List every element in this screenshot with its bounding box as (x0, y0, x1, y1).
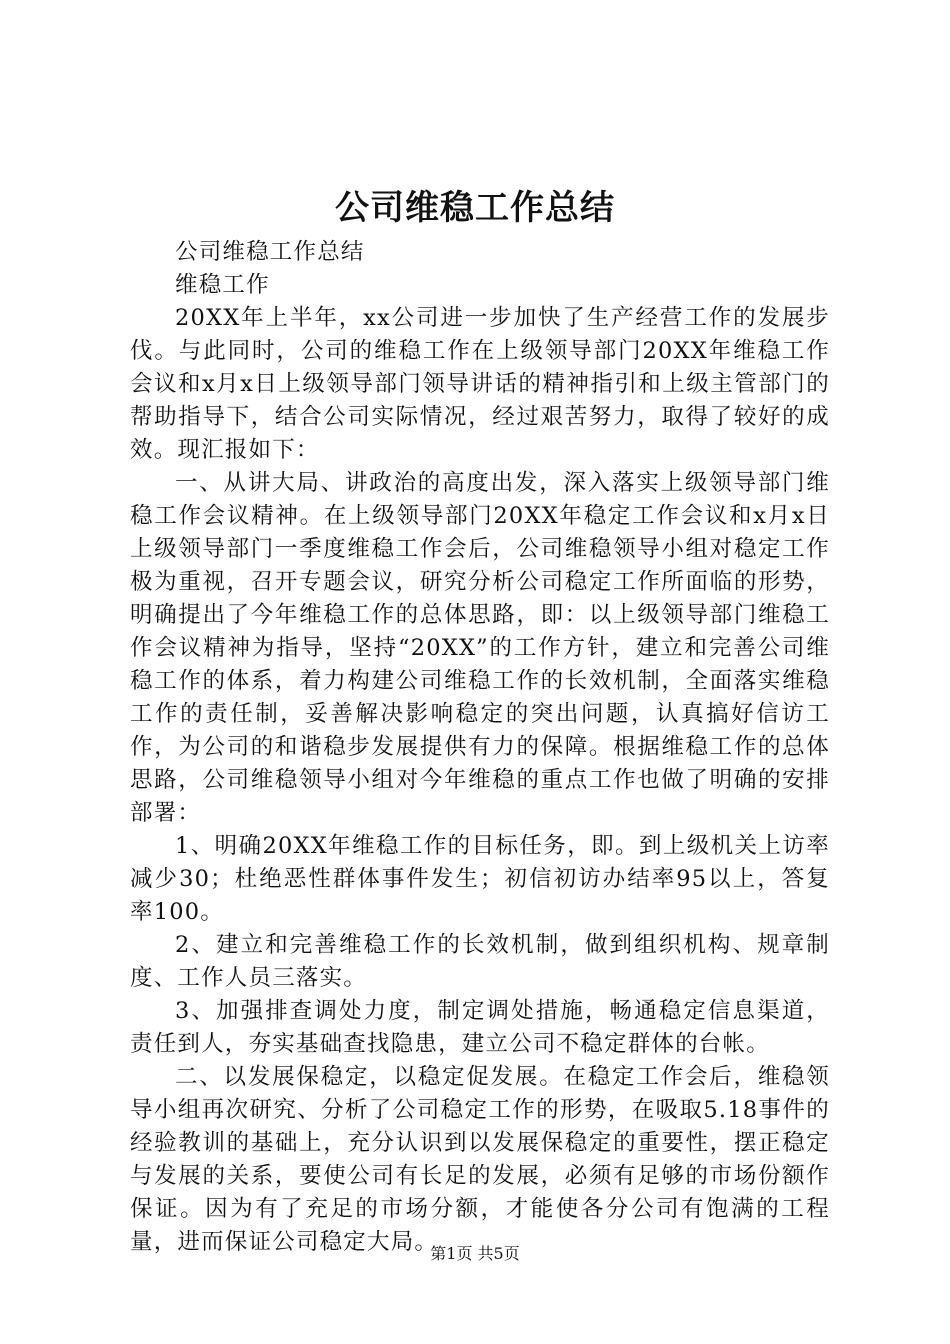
document-body (130, 236, 830, 1259)
paragraph-section-two: 二、以发展保稳定，以稳定促发展。在稳定工作会后，维稳领导小组再次研究、分析了公司稳定工作的形势，在吸取5.18事件的经验教训的基础上，充分认识到以发展保稳定的重要性，摆正稳定与发展的关系，要使公司有长足的发展，必须有足够的市场份额作保证。因为有了充足的市场分额，才能使各分公司有饱满的工程量，进而保证公司稳定大局。 (130, 1064, 830, 1255)
paragraph-item-three: 3、加强排查调处力度，制定调处措施，畅通稳定信息渠道，责任到人，夯实基础查找隐患，建立公司不稳定群体的台帐。 (130, 998, 830, 1057)
paragraph-subtitle: 公司维稳工作总结 (175, 239, 365, 265)
paragraph-section-label: 维稳工作 (175, 272, 270, 298)
page-footer (0, 1242, 950, 1266)
paragraph-intro: 20XX年上半年，xx公司进一步加快了生产经营工作的发展步伐。与此同时，公司的维稳工作在上级领导部门20XX年维稳工作会议和x月x日上级领导部门领导讲话的精神指引和上级主管部门的帮助指导下，结合公司实际情况，经过艰苦努力，取得了较好的成效。现汇报如下： (130, 305, 830, 463)
paragraph-section-one: 一、从讲大局、讲政治的高度出发，深入落实上级领导部门维稳工作会议精神。在上级领导部门20XX年稳定工作会议和x月x日上级领导部门一季度维稳工作会后，公司维稳领导小组对稳定工作极为重视，召开专题会议，研究分析公司稳定工作所面临的形势，明确提出了今年维稳工作的总体思路，即：以上级领导部门维稳工作会议精神为指导，坚持“20XX”的工作方针，建立和完善公司维稳工作的体系，着力构建公司维稳工作的长效机制，全面落实维稳工作的责任制，妥善解决影响稳定的突出问题，认真搞好信访工作，为公司的和谐稳步发展提供有力的保障。根据维稳工作的总体思路，公司维稳领导小组对今年维稳的重点工作也做了明确的安排部署： (130, 470, 830, 826)
page-indicator: 第1页 共5页 (430, 1244, 520, 1263)
document-title: 公司维稳工作总结 (335, 188, 615, 228)
paragraph-item-two: 2、建立和完善维稳工作的长效机制，做到组织机构、规章制度、工作人员三落实。 (130, 932, 830, 991)
paragraph-item-one: 1、明确20XX年维稳工作的目标任务，即。到上级机关上访率减少30；杜绝恶性群体事件发生；初信初访办结率95以上，答复率100。 (130, 833, 830, 925)
